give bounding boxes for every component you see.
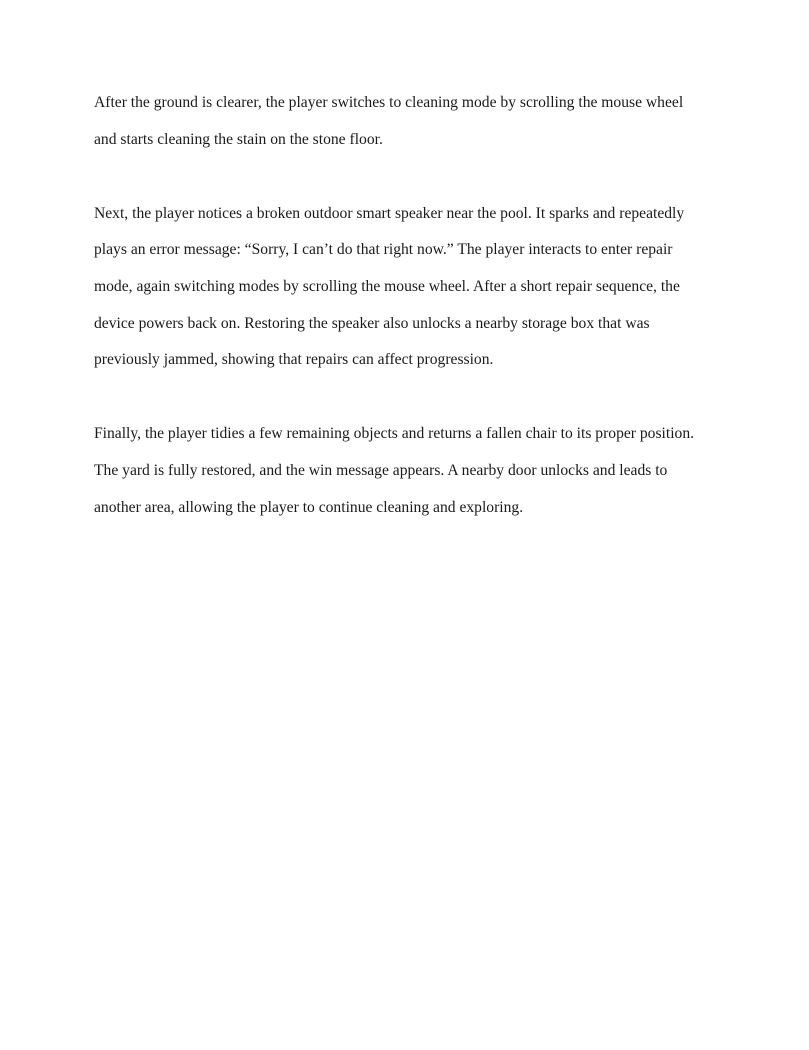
text-line: device powers back on. Restoring the speaker also unlocks a nearby storage box that was [94, 315, 650, 332]
text-line: mode, again switching modes by scrolling the mouse wheel. After a short repair sequence, the [94, 278, 680, 295]
text-line: plays an error message: “Sorry, I can’t do that right now.” The player interacts to enter repair [94, 241, 673, 258]
text-line: Finally, the player tidies a few remaining objects and returns a fallen chair to its proper position. [94, 425, 695, 442]
text-line: Next, the player notices a broken outdoor smart speaker near the pool. It sparks and repeatedly [94, 205, 685, 222]
text-line: another area, allowing the player to continue cleaning and exploring. [94, 499, 524, 516]
text-line: After the ground is clearer, the player switches to cleaning mode by scrolling the mouse wheel [94, 94, 684, 111]
text-line: and starts cleaning the stain on the stone floor. [94, 131, 383, 148]
text-line: The yard is fully restored, and the win message appears. A nearby door unlocks and leads to [94, 462, 668, 479]
text-line: previously jammed, showing that repairs can affect progression. [94, 351, 494, 368]
